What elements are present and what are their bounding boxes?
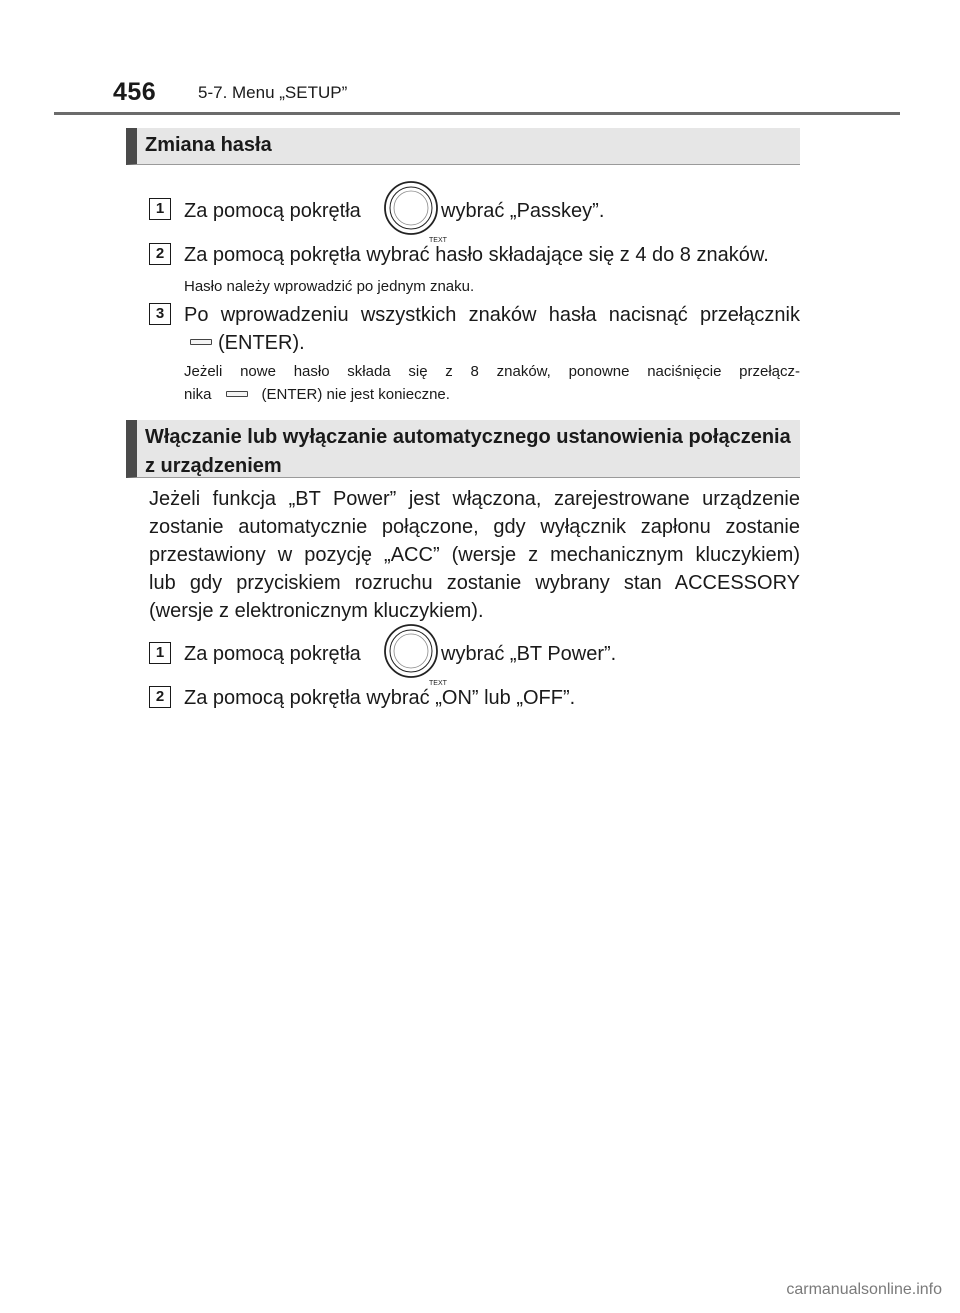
svg-text:TEXT: TEXT: [429, 237, 447, 244]
step-text: Za pomocą pokrętła: [184, 643, 361, 665]
step-note-line2: nika (ENTER) nie jest konieczne.: [184, 386, 450, 403]
step-number: 3: [149, 303, 171, 325]
step-number: 2: [149, 686, 171, 708]
enter-switch-icon: [226, 391, 248, 397]
page-number: 456: [113, 78, 157, 106]
step-text-line2: [184, 329, 305, 357]
step-text: Po wprowadzeniu wszystkich znaków hasła nacisnąć przełącznik: [184, 304, 800, 326]
intro-paragraph: Jeżeli funkcja „BT Power” jest włączona, zarejestrowane urządzenie zostanie automatycznie połączone, gdy wyłącznik zapłonu zostanie przestawiony w pozycję „ACC” (wersje z mechanicznym kluczykiem) lub gdy przyciskiem rozruchu zostanie wybrany stan ACCESSORY (wersje z elektronicznym kluczykiem).: [149, 488, 800, 622]
section-heading-password: Zmiana hasła: [126, 128, 800, 165]
header-rule: [54, 112, 900, 115]
step-note: Jeżeli nowe hasło składa się z 8 znaków, ponowne naciśnięcie przełącz-: [184, 363, 800, 380]
step-text: Za pomocą pokrętła: [184, 200, 361, 222]
enter-switch-icon: [190, 339, 212, 345]
enter-label: (ENTER).: [218, 332, 305, 354]
step-text: Za pomocą pokrętła wybrać hasło składające się z 4 do 8 znaków.: [184, 244, 769, 266]
step-number: 1: [149, 198, 171, 220]
section-heading-auto-connect: Włączanie lub wyłączanie automatycznego ustanowienia połączenia z urządzeniem: [126, 420, 800, 478]
tune-knob-icon: [381, 623, 447, 687]
tune-knob-icon: [381, 180, 447, 244]
step-text: wybrać „BT Power”.: [441, 643, 617, 665]
watermark: carmanualsonline.info: [786, 1281, 942, 1298]
step-number: 1: [149, 642, 171, 664]
step-text: Za pomocą pokrętła wybrać „ON” lub „OFF”.: [184, 687, 576, 709]
svg-text:TEXT: TEXT: [429, 680, 447, 687]
step-text: wybrać „Passkey”.: [441, 200, 605, 222]
step-note: Hasło należy wprowadzić po jednym znaku.: [184, 278, 475, 295]
chapter-title: 5-7. Menu „SETUP”: [198, 83, 348, 102]
step-number: 2: [149, 243, 171, 265]
